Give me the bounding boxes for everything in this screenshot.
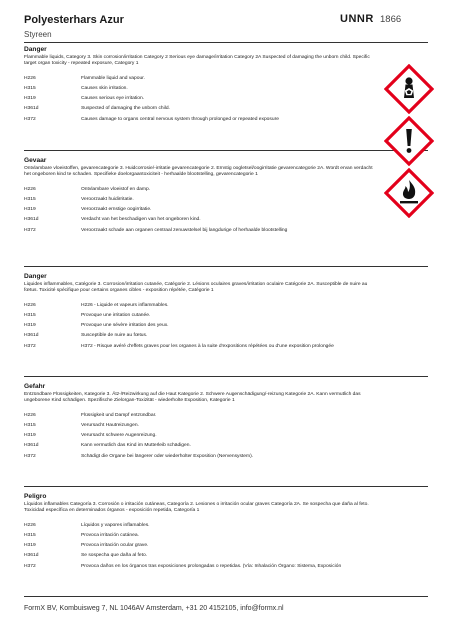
h-text: Provoque une sévère irritation des yeux. — [81, 323, 169, 329]
hazard-statement — [24, 531, 428, 541]
h-text: Se sospecha que daña al feto. — [81, 553, 148, 559]
h-text: Flüssigkeit und Dampf entzündbar. — [81, 412, 157, 418]
hazard-statement — [24, 421, 428, 431]
h-code: H226 — [24, 302, 36, 308]
h-code: H372 — [24, 563, 36, 569]
hazard-statement — [24, 562, 428, 572]
h-code: H226 — [24, 186, 36, 192]
hazard-statement — [24, 331, 428, 341]
un-number: 1866 — [380, 14, 402, 25]
flame-icon — [384, 168, 434, 218]
signal-word: Gevaar — [24, 157, 47, 164]
company-footer: FormX BV, Kombuisweg 7, NL 1046AV Amsterdam, +31 20 4152105, info@formx.nl — [24, 605, 284, 612]
h-code: H319 — [24, 433, 36, 439]
hazard-statement — [24, 115, 428, 125]
h-text: Suspected of damaging the unborn child. — [81, 106, 170, 112]
footer-divider — [24, 596, 428, 597]
hazard-statement — [24, 411, 428, 421]
h-code: H372 — [24, 453, 36, 459]
h-code: H361d — [24, 553, 39, 559]
h-code: H315 — [24, 423, 36, 429]
hazard-statement — [24, 541, 428, 551]
hazard-classification: Entzündbare Flüssigkeiten, Kategorie 3. Ätz-/Reizwirkung auf die Haut Kategorie 2. Schwere Augenschädigung/-reizung Kategorie 2A. Kann vermutlich das ungeborene Kind schädigen. Spezifische Zielorgan-Toxizität - wiederholte Exposition, Kategorie 1 — [24, 392, 361, 404]
health-hazard-icon — [384, 64, 434, 114]
h-text: Susceptible de nuire au fœtus. — [81, 333, 148, 339]
product-title: Polyesterhars Azur — [24, 14, 124, 26]
signal-word: Gefahr — [24, 383, 46, 390]
hazard-statement-list — [24, 74, 428, 125]
section-divider — [24, 266, 428, 267]
h-text: Verursacht schwere Augenreizung. — [81, 433, 157, 439]
h-code: H372 — [24, 116, 36, 122]
h-text: Ontvlambare vloeistof en damp. — [81, 186, 151, 192]
h-text: Provoque une irritation cutanée. — [81, 313, 151, 319]
h-text: Veroorzaakt schade aan organen centraal zenuwstelsel bij langdurige of herhaalde blootstelling — [81, 227, 288, 233]
hazard-statement — [24, 342, 428, 352]
h-code: H315 — [24, 533, 36, 539]
h-text: Provoca daños en los órganos tras exposiciones prolongadas o repetidas. (Vía: Inhalación Órgano: Sistema, Exposición — [81, 563, 342, 569]
h-text: Provoca irritación cutánea. — [81, 533, 139, 539]
h-code: H372 — [24, 343, 36, 349]
h-text: Causes serious eye irritation. — [81, 96, 145, 102]
hazard-statement — [24, 301, 428, 311]
section-divider — [24, 376, 428, 377]
hazard-statement — [24, 431, 428, 441]
hazard-statement-list — [24, 521, 428, 572]
h-code: H226 — [24, 522, 36, 528]
section-es — [24, 492, 428, 572]
header-divider — [24, 42, 428, 43]
signal-word: Danger — [24, 273, 47, 280]
h-text: Verdacht van het beschadigen van het ongeboren kind. — [81, 217, 201, 223]
h-code: H361d — [24, 217, 39, 223]
hazard-statement — [24, 452, 428, 462]
h-text: Causes damage to organs central nervous system through prolonged or repeated exposure — [81, 116, 279, 122]
hazard-classification: Liquides inflammables, Catégorie 3. Corrosion/irritation cutanée, Catégorie 2. Lésions oculaires graves/irritation oculaire Catégorie 2A. Susceptible de nuire au fœtus. Toxicité spécifique pour certains organes cibles - exposition répétée, Catégorie 1 — [24, 282, 368, 294]
h-code: H319 — [24, 96, 36, 102]
h-code: H226 — [24, 412, 36, 418]
hazard-statement — [24, 226, 428, 236]
hazard-statement — [24, 521, 428, 531]
h-text: Líquidos y vapores inflamables. — [81, 522, 150, 528]
hazard-statement — [24, 441, 428, 451]
signal-word: Danger — [24, 46, 47, 53]
h-text: H372 - Risque avéré d'effets graves pour les organes à la suite d'expositions répétées ou d'une exposition prolongée — [81, 343, 334, 349]
h-code: H315 — [24, 197, 36, 203]
section-divider — [24, 150, 428, 151]
h-code: H372 — [24, 227, 36, 233]
h-code: H315 — [24, 313, 36, 319]
h-text: Provoca irritación ocular grave. — [81, 543, 149, 549]
section-nl — [24, 156, 428, 236]
hazard-statement — [24, 205, 428, 215]
hazard-statement — [24, 94, 428, 104]
h-code: H319 — [24, 207, 36, 213]
h-text: Veroorzaakt huidirritatie. — [81, 197, 134, 203]
h-code: H361d — [24, 106, 39, 112]
hazard-statement — [24, 321, 428, 331]
hazard-statement — [24, 195, 428, 205]
h-code: H361d — [24, 333, 39, 339]
h-code: H361d — [24, 443, 39, 449]
hazard-statement — [24, 551, 428, 561]
hazard-classification: Flammable liquids, Category 3. Skin corrosion/irritation Category 2 Serious eye damage/irritation Category 2A Suspected of damaging the unborn child. Specific target organ toxicity - repeated exposure, Category 1 — [24, 55, 370, 67]
un-label: UNNR — [340, 13, 374, 25]
hazard-statement — [24, 74, 428, 84]
h-code: H226 — [24, 75, 36, 81]
section-fr — [24, 272, 428, 352]
h-text: Flammable liquid and vapour. — [81, 75, 145, 81]
signal-word: Peligro — [24, 493, 47, 500]
hazard-statement — [24, 84, 428, 94]
hazard-classification: Ontvlambare vloeistoffen, gevarencategorie 3. Huidcorrosie/-irritatie gevarencategorie 2. Ernstig oogletsel/oogirritatie gevarencategorie 2A. Wordt ervan verdacht het ongeboren kind te schaden. Specifieke doelorgaantoxiciteit - herhaalde blootstelling, gevarencategorie 1 — [24, 166, 373, 178]
hazard-statement — [24, 104, 428, 114]
product-subtitle: Styreen — [24, 30, 52, 39]
hazard-statement — [24, 215, 428, 225]
h-code: H319 — [24, 323, 36, 329]
hazard-statement — [24, 311, 428, 321]
hazard-statement — [24, 185, 428, 195]
h-text: Schädigt die Organe bei längerer oder wiederholter Exposition (Nervensystem). — [81, 453, 254, 459]
exclamation-mark-icon — [384, 116, 434, 166]
hazard-statement-list — [24, 301, 428, 352]
section-divider — [24, 486, 428, 487]
h-code: H315 — [24, 86, 36, 92]
hazard-statement-list — [24, 185, 428, 236]
h-text: Verursacht Hautreizungen. — [81, 423, 139, 429]
hazard-statement-list — [24, 411, 428, 462]
hazard-classification: Líquidos inflamables Categoría 3. Corrosión o irritación cutáneas, Categoría 2. Lesiones o irritación ocular graves Categoría 2A. Se sospecha que daña al feto. Toxicidad específica en determinados órganos - exposición repetida, Categoría 1 — [24, 502, 369, 514]
h-text: Causes skin irritation. — [81, 86, 128, 92]
h-text: Veroorzaakt ernstige oogirritatie. — [81, 207, 152, 213]
h-code: H319 — [24, 543, 36, 549]
section-de — [24, 382, 428, 462]
h-text: H226 - Liquide et vapeurs inflammables. — [81, 302, 169, 308]
section-en — [24, 45, 428, 125]
h-text: Kann vermutlich das Kind im Mutterleib schädigen. — [81, 443, 191, 449]
